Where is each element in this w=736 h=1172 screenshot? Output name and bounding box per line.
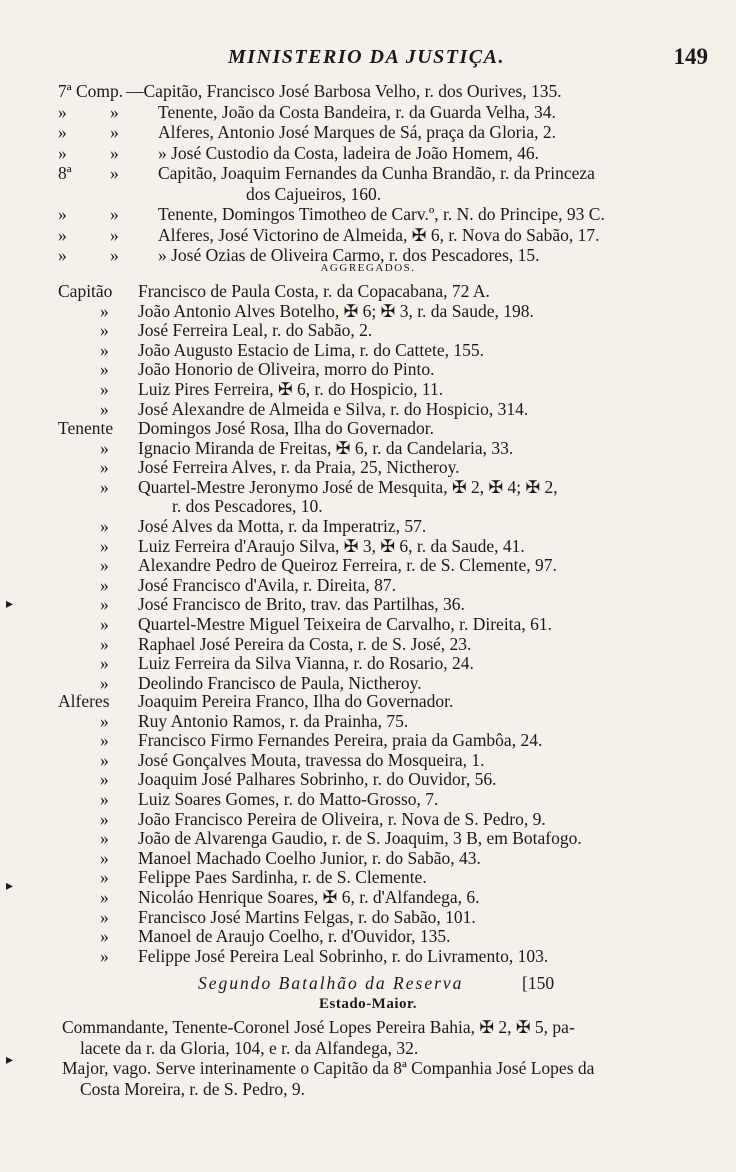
ditto-mark: » [100, 614, 109, 634]
aggregados-heading: AGGREGADOS. [320, 262, 416, 274]
ditto-mark: » [100, 633, 109, 654]
roster-entry: João de Alvarenga Gaudio, r. de S. Joaquim, 3 B, em Botafogo. [138, 828, 582, 849]
roster-entry: Quartel-Mestre Miguel Teixeira de Carvalho, r. Direita, 61. [138, 614, 552, 634]
roster-entry: Felippe Paes Sardinha, r. de S. Clemente. [138, 867, 427, 888]
ditto-mark: » [100, 359, 109, 380]
roster-entry: Quartel-Mestre Jeronymo José de Mesquita, ✠ 2, ✠ 4; ✠ 2, [138, 476, 558, 497]
ditto-mark: » [100, 672, 109, 693]
ditto-mark: » [110, 204, 119, 224]
roster-entry: Deolindo Francisco de Paula, Nictheroy. [138, 672, 422, 693]
officer-entry: Tenente, Domingos Timotheo de Carv.º, r. N. do Principe, 93 C. [158, 204, 605, 224]
company-number: » [58, 204, 67, 224]
ditto-mark: » [100, 789, 109, 809]
running-title: MINISTERIO DA JUSTIÇA. [228, 46, 505, 68]
officer-entry: » José Ozias de Oliveira Carmo, r. dos Pescadores, 15. [158, 245, 540, 265]
roster-entry: Alexandre Pedro de Queiroz Ferreira, r. de S. Clemente, 97. [138, 555, 557, 576]
roster-entry: Francisco Firmo Fernandes Pereira, praia da Gambôa, 24. [138, 730, 543, 751]
ditto-mark: » [100, 945, 109, 966]
roster-entry: Ruy Antonio Ramos, r. da Prainha, 75. [138, 710, 409, 731]
ditto-mark: » [100, 730, 109, 751]
company-number: » [58, 245, 67, 265]
margin-mark: ▸ [6, 597, 14, 612]
page-number: 149 [673, 44, 708, 69]
roster-entry: João Antonio Alves Botelho, ✠ 6; ✠ 3, r. da Saude, 198. [138, 300, 534, 321]
ditto-mark: » [100, 828, 109, 849]
rank-label: Alferes [58, 691, 110, 711]
ditto-mark: » [100, 867, 109, 888]
roster-entry: José Francisco d'Avila, r. Direita, 87. [138, 574, 396, 595]
company-line [0, 224, 736, 246]
company-line [0, 80, 736, 102]
estado-maior-entry: lacete da r. da Gloria, 104, e r. da Alfandega, 32. [80, 1037, 419, 1058]
roster-entry: Manoel de Araujo Coelho, r. d'Ouvidor, 135. [138, 926, 451, 947]
estado-maior-entry: Major, vago. Serve interinamente o Capitão da 8ª Companhia José Lopes da [62, 1058, 595, 1078]
ditto-mark: » [100, 379, 109, 399]
ditto-mark: » [110, 101, 119, 122]
section-title: Segundo Batalhão da Reserva [198, 973, 464, 993]
ditto-mark: » [100, 574, 109, 595]
roster-entry: Raphael José Pereira da Costa, r. de S. José, 23. [138, 633, 472, 654]
roster-entry: João Honorio de Oliveira, morro do Pinto. [138, 359, 435, 380]
roster-entry: Luiz Pires Ferreira, ✠ 6, r. do Hospicio, 11. [138, 379, 444, 399]
section-title-line [0, 972, 736, 994]
roster-entry: Felippe José Pereira Leal Sobrinho, r. do Livramento, 103. [138, 945, 549, 966]
estado-maior-line [0, 1037, 736, 1059]
officer-entry: Tenente, João da Costa Bandeira, r. da Guarda Velha, 34. [158, 101, 556, 122]
roster-entry: Luiz Soares Gomes, r. do Matto-Grosso, 7. [138, 789, 439, 809]
ditto-mark: » [100, 769, 109, 790]
roster-entry: Manoel Machado Coelho Junior, r. do Sabão, 43. [138, 847, 481, 868]
ditto-mark: » [100, 906, 109, 927]
roster-entry: João Augusto Estacio de Lima, r. do Cattete, 155. [138, 339, 485, 360]
ditto-mark: » [100, 594, 109, 615]
ditto-mark: » [100, 535, 109, 556]
roster-entry: José Alexandre de Almeida e Silva, r. do Hospicio, 314. [138, 398, 529, 419]
ditto-mark: » [100, 555, 109, 576]
ditto-mark: » [110, 122, 119, 142]
officer-entry: Capitão, Joaquim Fernandes da Cunha Brandão, r. da Princeza [158, 163, 595, 183]
company-number: » [58, 122, 67, 142]
roster-entry: João Francisco Pereira de Oliveira, r. Nova de S. Pedro, 9. [138, 808, 546, 829]
company-number: » [58, 224, 67, 245]
company-number: » [58, 142, 67, 163]
roster-entry: Nicoláo Henrique Soares, ✠ 6, r. d'Alfandega, 6. [138, 887, 480, 907]
company-line [0, 101, 736, 123]
officer-entry: Alferes, José Victorino de Almeida, ✠ 6, r. Nova do Sabão, 17. [158, 224, 600, 245]
estado-maior-line [0, 1016, 736, 1038]
ditto-mark: » [100, 398, 109, 419]
ditto-mark: » [100, 320, 109, 341]
roster-entry: Luiz Ferreira d'Araujo Silva, ✠ 3, ✠ 6, r. da Saude, 41. [138, 535, 525, 556]
estado-maior-heading: Estado-Maior. [318, 996, 418, 1012]
ditto-mark: » [100, 476, 109, 497]
roster-entry: José Gonçalves Mouta, travessa do Mosqueira, 1. [138, 749, 485, 770]
company-line [0, 142, 736, 164]
roster-entry: Francisco José Martins Felgas, r. do Sabão, 101. [138, 906, 476, 927]
roster-entry: José Alves da Motta, r. da Imperatriz, 57. [138, 516, 427, 536]
estado-maior-entry: Costa Moreira, r. de S. Pedro, 9. [80, 1078, 306, 1099]
ditto-mark: » [110, 142, 119, 163]
ditto-mark: » [100, 516, 109, 536]
company-number: » [58, 101, 67, 122]
estado-maior-line [0, 1057, 736, 1079]
ditto-mark: » [100, 457, 109, 478]
estado-maior-entry: Commandante, Tenente-Coronel José Lopes Pereira Bahia, ✠ 2, ✠ 5, pa- [62, 1017, 575, 1037]
roster-entry: r. dos Pescadores, 10. [172, 496, 323, 517]
officer-entry: —Capitão, Francisco José Barbosa Velho, r. dos Ourives, 135. [126, 81, 562, 101]
ditto-mark: » [110, 224, 119, 245]
company-line [0, 183, 736, 205]
ditto-mark: » [100, 653, 109, 674]
company-line [0, 162, 736, 184]
ditto-mark: » [100, 710, 109, 731]
company-line [0, 203, 736, 225]
company-line [0, 121, 736, 143]
roster-entry: Francisco de Paula Costa, r. da Copacabana, 72 A. [138, 281, 490, 301]
roster-line [0, 945, 736, 967]
rank-label: Capitão [58, 281, 113, 301]
ditto-mark: » [100, 847, 109, 868]
ditto-mark: » [100, 926, 109, 947]
ditto-mark: » [100, 339, 109, 360]
roster-entry: Luiz Ferreira da Silva Vianna, r. do Rosario, 24. [138, 653, 474, 674]
ditto-mark: » [100, 887, 109, 907]
estado-maior-line [0, 1078, 736, 1100]
roster-entry: Domingos José Rosa, Ilha do Governador. [138, 418, 435, 438]
page-header [0, 44, 736, 74]
company-number: 7ª Comp. [58, 81, 124, 101]
officer-entry: » José Custodio da Costa, ladeira de João Homem, 46. [158, 142, 540, 163]
company-number: 8ª [58, 163, 72, 183]
roster-entry: Joaquim Pereira Franco, Ilha do Governador. [138, 691, 454, 711]
roster-entry: José Francisco de Brito, trav. das Partilhas, 36. [138, 594, 465, 615]
roster-entry: Joaquim José Palhares Sobrinho, r. do Ouvidor, 56. [138, 769, 497, 790]
ditto-mark: » [100, 437, 109, 458]
ditto-mark: » [100, 808, 109, 829]
ditto-mark: » [100, 749, 109, 770]
rank-label: Tenente [58, 418, 114, 438]
officer-entry: dos Cajueiros, 160. [246, 183, 382, 204]
margin-mark: ▸ [6, 879, 14, 894]
officer-entry: Alferes, Antonio José Marques de Sá, praça da Gloria, 2. [158, 122, 557, 142]
roster-entry: José Ferreira Leal, r. do Sabão, 2. [138, 320, 373, 341]
margin-mark: ▸ [6, 1053, 14, 1068]
ditto-mark: » [110, 163, 119, 183]
roster-entry: José Ferreira Alves, r. da Praia, 25, Nictheroy. [138, 457, 460, 478]
ditto-mark: » [110, 245, 119, 265]
roster-entry: Ignacio Miranda de Freitas, ✠ 6, r. da Candelaria, 33. [138, 437, 514, 458]
ditto-mark: » [100, 300, 109, 321]
section-ref: [150 [522, 973, 555, 993]
